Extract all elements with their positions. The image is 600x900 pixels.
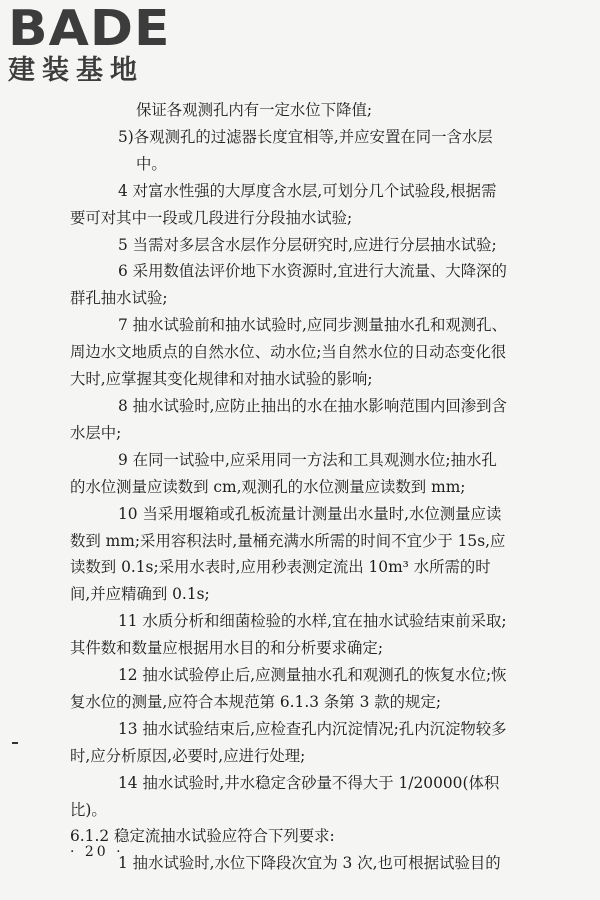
- text-line: 5 当需对多层含水层作分层研究时,应进行分层抽水试验;: [118, 235, 497, 254]
- text-line: 4 对富水性强的大厚度含水层,可划分几个试验段,根据需: [118, 181, 497, 200]
- text-line: 水层中;: [70, 423, 122, 442]
- text-line: 要可对其中一段或几段进行分段抽水试验;: [70, 208, 353, 227]
- margin-mark: [12, 742, 18, 744]
- text-line: 间,并应精确到 0.1s;: [70, 585, 210, 604]
- text-line: 6.1.2 稳定流抽水试验应符合下列要求:: [70, 827, 335, 846]
- logo-subtitle: 建装基地: [8, 55, 144, 86]
- document-body: [70, 97, 542, 877]
- text-line: 1 抽水试验时,水位下降段次宜为 3 次,也可根据试验目的: [118, 854, 501, 873]
- text-line: 周边水文地质点的自然水位、动水位;当自然水位的日动态变化很: [70, 343, 507, 362]
- text-line: 10 当采用堰箱或孔板流量计测量出水量时,水位测量应读: [118, 504, 502, 523]
- text-line: 大时,应掌握其变化规律和对抽水试验的影响;: [70, 370, 373, 389]
- text-line: 5)各观测孔的过滤器长度宜相等,并应安置在同一含水层: [118, 127, 493, 146]
- text-line: 时,应分析原因,必要时,应进行处理;: [70, 746, 306, 765]
- text-line: 比)。: [70, 800, 107, 819]
- bade-logo: [8, 0, 178, 86]
- text-line: 读数到 0.1s;采用水表时,应用秒表测定流出 10m³ 水所需的时: [70, 558, 491, 577]
- logo-wordmark: BADE: [8, 0, 171, 58]
- text-line: 6 采用数值法评价地下水资源时,宜进行大流量、大降深的: [118, 262, 507, 281]
- text-line: 保证各观测孔内有一定水位下降值;: [136, 101, 373, 119]
- text-line: 数到 mm;采用容积法时,量桶充满水所需的时间不宜少于 15s,应: [70, 531, 506, 550]
- text-line: 14 抽水试验时,井水稳定含砂量不得大于 1/20000(体积: [118, 773, 500, 792]
- text-line: 8 抽水试验时,应防止抽出的水在抽水影响范围内回渗到含: [118, 396, 507, 415]
- text-line: 13 抽水试验结束后,应检查孔内沉淀情况;孔内沉淀物较多: [118, 719, 507, 738]
- text-line: 11 水质分析和细菌检验的水样,宜在抽水试验结束前采取;: [118, 612, 507, 631]
- text-line: 复水位的测量,应符合本规范第 6.1.3 条第 3 款的规定;: [70, 692, 442, 711]
- page-number: · 20 ·: [70, 844, 124, 860]
- text-line: 12 抽水试验停止后,应测量抽水孔和观测孔的恢复水位;恢: [118, 666, 507, 685]
- text-line: 其件数和数量应根据用水目的和分析要求确定;: [70, 639, 383, 658]
- text-line: 群孔抽水试验;: [70, 289, 168, 308]
- text-line: 的水位测量应读数到 cm,观测孔的水位测量应读数到 mm;: [70, 477, 466, 496]
- text-line: 中。: [136, 154, 167, 173]
- text-line: 9 在同一试验中,应采用同一方法和工具观测水位;抽水孔: [118, 450, 497, 469]
- text-line: 7 抽水试验前和抽水试验时,应同步测量抽水孔和观测孔、: [118, 316, 507, 335]
